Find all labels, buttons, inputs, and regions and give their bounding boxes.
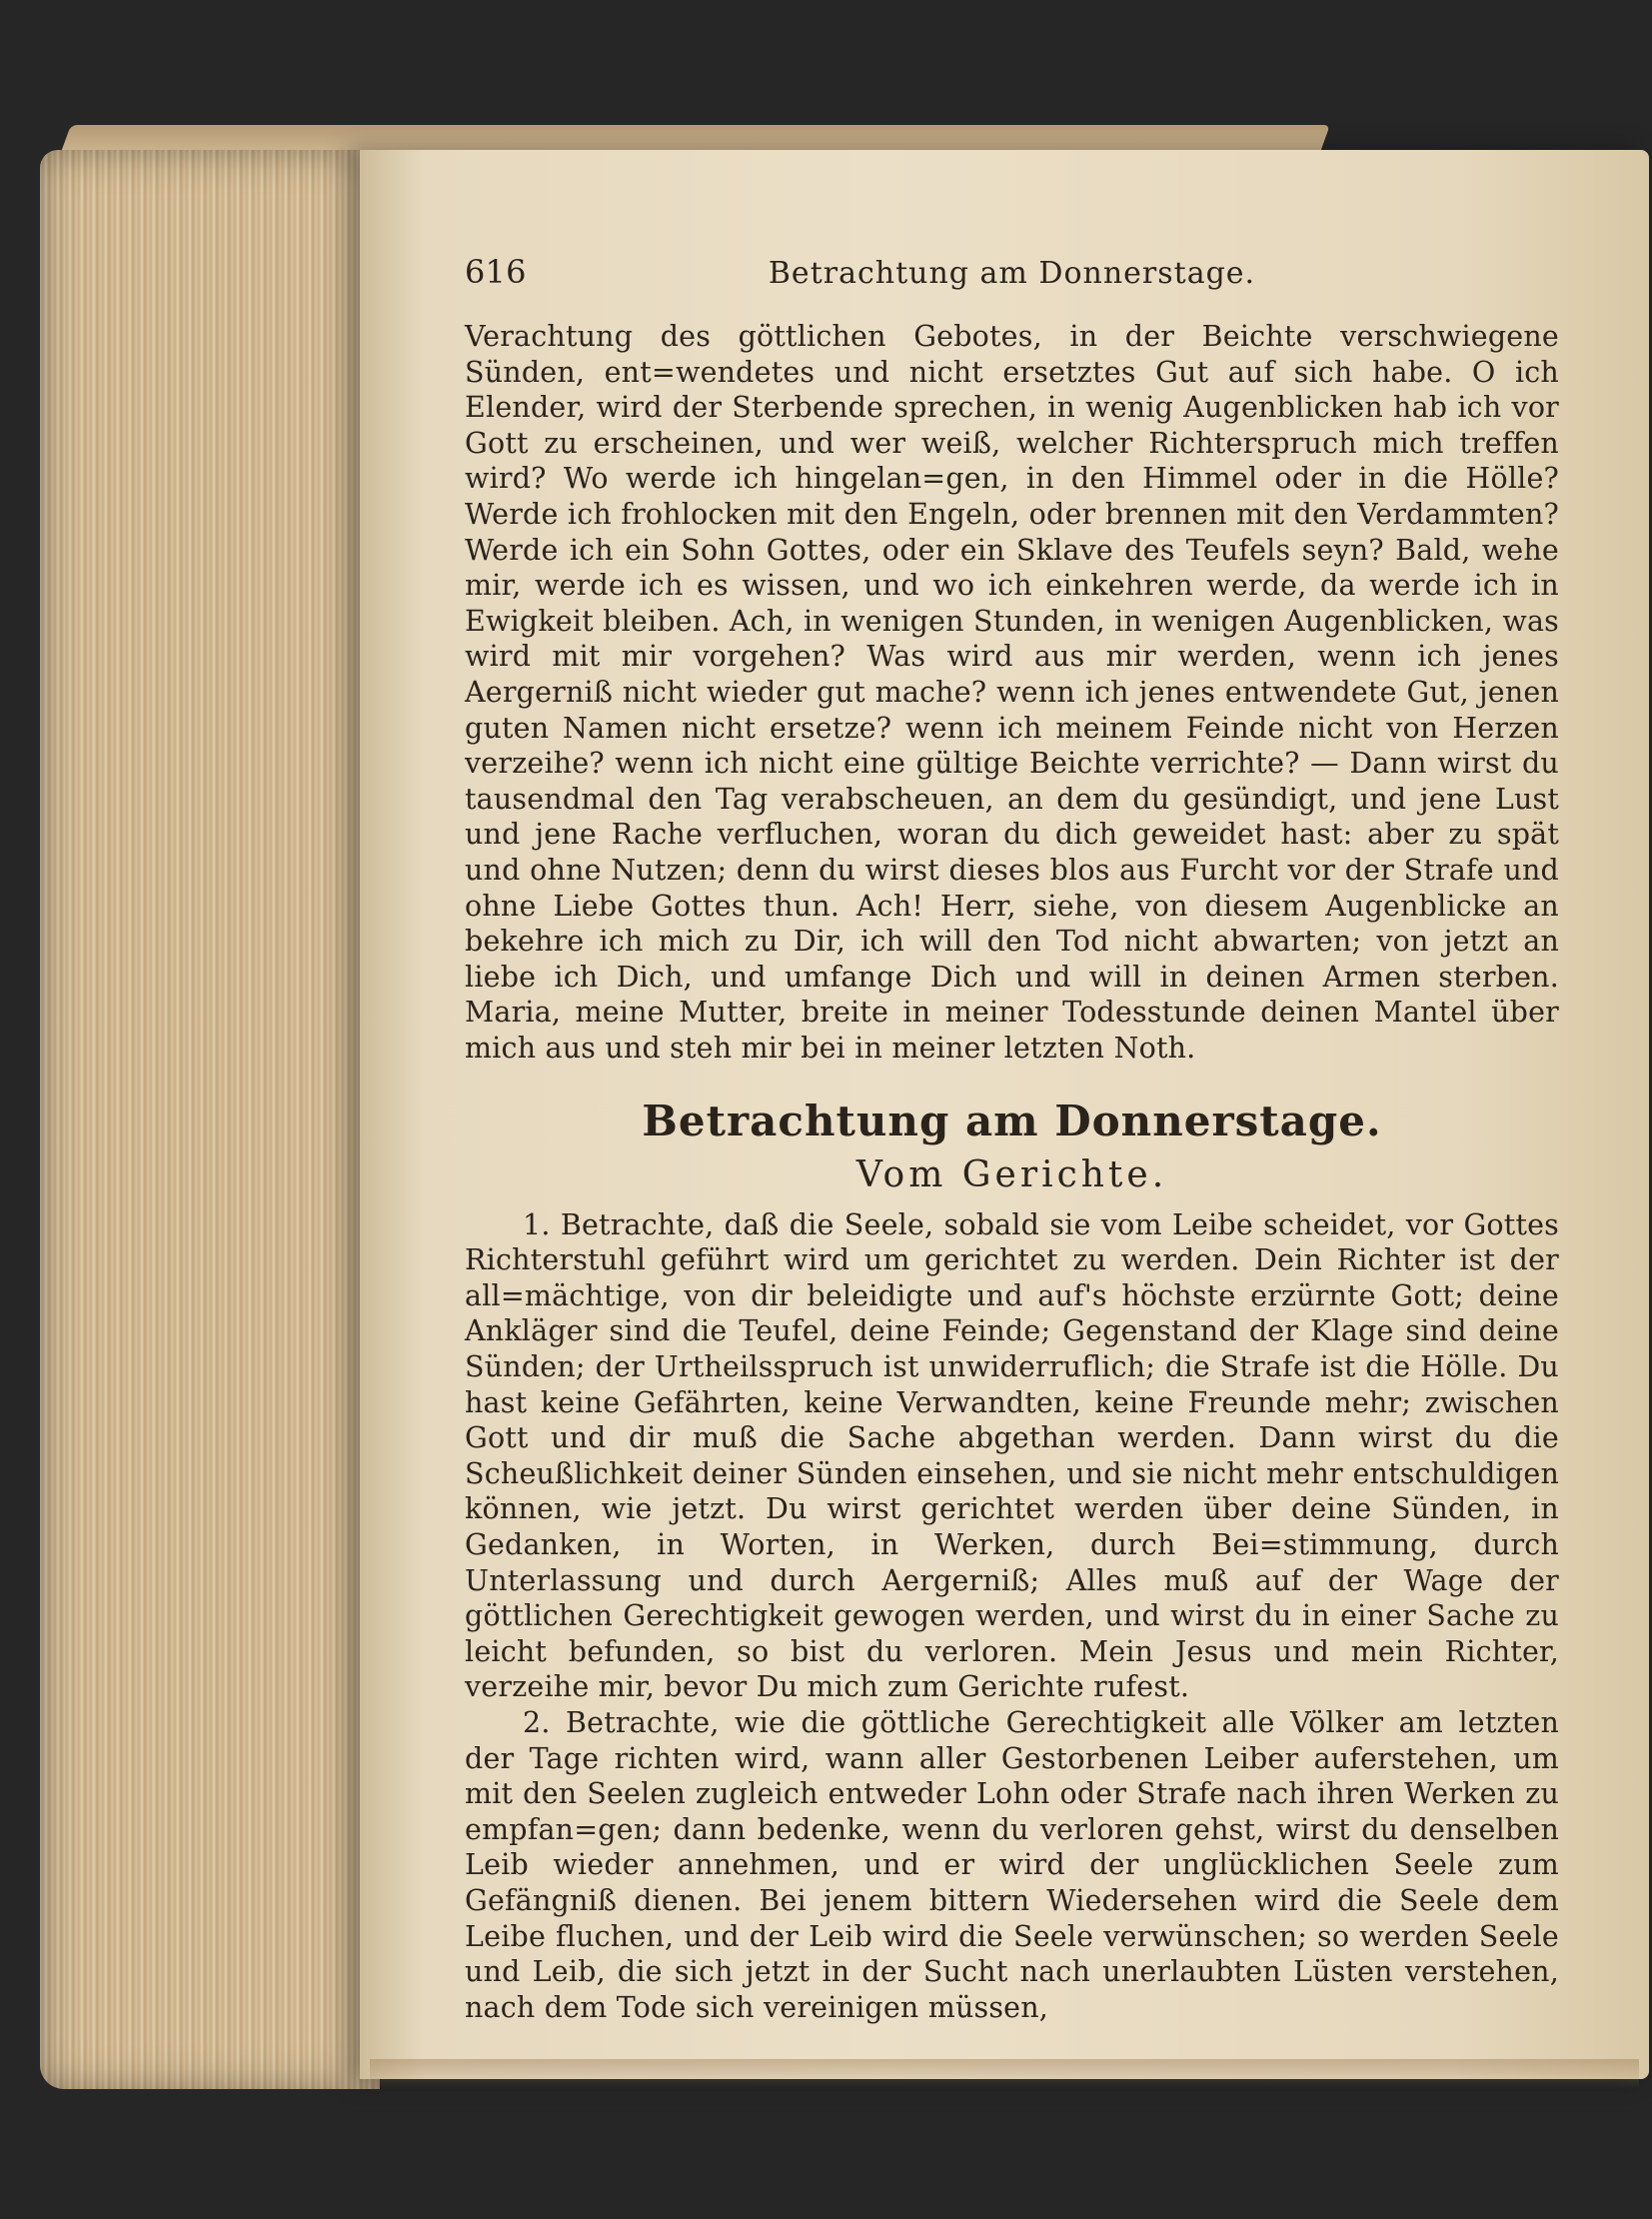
paragraph-2: 2. Betrachte, wie die göttliche Gerechtigkeit alle Völker am letzten der Tage richten wird, wann aller Gestorbenen Leiber auferstehen, um mit den Seelen zugleich entweder Lohn oder Strafe nach ihren Werken zu empfan=gen; dann bedenke, wenn du verloren gehst, wirst du denselben Leib wieder annehmen, und er wird der unglücklichen Seele zum Gefängniß dienen. Bei jenem bittern Wiedersehen wird die Seele dem Leibe fluchen, und der Leib wird die Seele verwünschen; so werden Seele und Leib, die sich jetzt in der Sucht nach unerlaubten Lüsten verstehen, nach dem Tode sich vereinigen müssen, xyxy=(465,1705,1559,2024)
page-header xyxy=(465,255,1559,297)
running-head: Betrachtung am Donnerstage. xyxy=(768,256,1256,291)
page-number: 616 xyxy=(465,253,527,291)
section-subtitle: Vom Gerichte. xyxy=(855,1154,1168,1196)
page-stack-edges xyxy=(40,150,380,2089)
page-bottom-shadow xyxy=(370,2059,1639,2089)
paragraph-1: 1. Betrachte, daß die Seele, sobald sie vom Leibe scheidet, vor Gottes Richterstuhl geführt wird um gerichtet zu werden. Dein Richter ist der all=mächtige, von dir beleidigte und auf's höchste erzürnte Gott; deine Ankläger sind die Teufel, deine Feinde; Gegenstand der Klage sind deine Sünden; der Urtheilsspruch ist unwiderruflich; die Strafe ist die Hölle. Du hast keine Gefährten, keine Verwandten, keine Freunde mehr; zwischen Gott und dir muß die Sache abgethan werden. Dann wirst du die Scheußlichkeit deiner Sünden einsehen, und sie nicht mehr entschuldigen können, wie jetzt. Du wirst gerichtet werden über deine Sünden, in Gedanken, in Worten, in Werken, durch Bei=stimmung, durch Unterlassung und durch Aergerniß; Alles muß auf der Wage der göttlichen Gerechtigkeit gewogen werden, und wirst du in einer Sache zu leicht befunden, so bist du verloren. Mein Jesus und mein Richter, verzeihe mir, bevor Du mich zum Gerichte rufest. xyxy=(465,1207,1559,1704)
section-title: Betrachtung am Donnerstage. xyxy=(642,1097,1382,1146)
page-text-block xyxy=(465,255,1559,2025)
intro-paragraph: Verachtung des göttlichen Gebotes, in der Beichte verschwiegene Sünden, ent=wendetes und nicht ersetztes Gut auf sich habe. O ich Elender, wird der Sterbende sprechen, in wenig Augenblicken hab ich vor Gott zu erscheinen, und wer weiß, welcher Richterspruch mich treffen wird? Wo werde ich hingelan=gen, in den Himmel oder in die Hölle? Werde ich frohlocken mit den Engeln, oder brennen mit den Verdammten? Werde ich ein Sohn Gottes, oder ein Sklave des Teufels seyn? Bald, wehe mir, werde ich es wissen, und wo ich einkehren werde, da werde ich in Ewigkeit bleiben. Ach, in wenigen Stunden, in wenigen Augenblicken, was wird mit mir vorgehen? Was wird aus mir werden, wenn ich jenes Aergerniß nicht wieder gut mache? wenn ich jenes entwendete Gut, jenen guten Namen nicht ersetze? wenn ich meinem Feinde nicht von Herzen verzeihe? wenn ich nicht eine gültige Beichte verrichte? — Dann wirst du tausendmal den Tag verabscheuen, an dem du gesündigt, und jene Lust und jene Rache verfluchen, woran du dich geweidet hast: aber zu spät und ohne Nutzen; denn du wirst dieses blos aus Furcht vor der Strafe und ohne Liebe Gottes thun. Ach! Herr, siehe, von diesem Augenblicke an bekehre ich mich zu Dir, ich will den Tod nicht abwarten; von jetzt an liebe ich Dich, und umfange Dich und will in deinen Armen sterben. Maria, meine Mutter, breite in meiner Todesstunde deinen Mantel über mich aus und steh mir bei in meiner letzten Noth. xyxy=(465,320,1559,1065)
